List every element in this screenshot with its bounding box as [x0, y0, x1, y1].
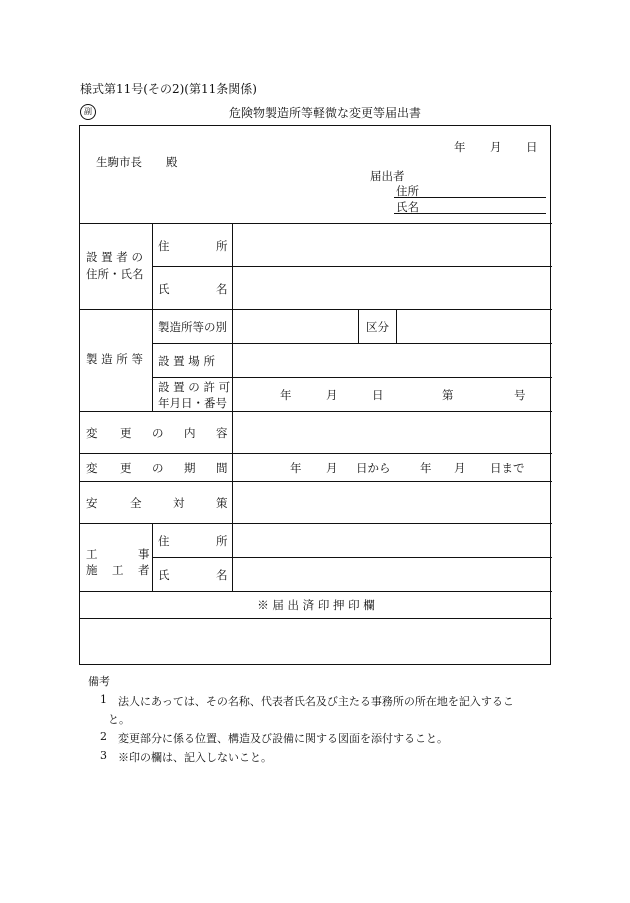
change-period-label: 間: [216, 461, 228, 475]
change-period-label: 更: [120, 461, 132, 475]
permit-label-line1: 設 置 の 許 可: [158, 380, 231, 394]
period-from-day: 日から: [356, 461, 391, 475]
notifier-name-label: 氏名: [396, 200, 419, 214]
change-content-label: の: [152, 426, 164, 440]
safety-label: 全: [130, 496, 142, 510]
column-divider: [232, 523, 233, 591]
remark-number: 1: [100, 693, 107, 706]
stamp-field[interactable]: [82, 620, 550, 664]
safety-label: 安: [86, 496, 98, 510]
column-divider: [152, 223, 153, 309]
permit-day: 日: [372, 388, 384, 402]
row-divider: [80, 481, 552, 482]
remark-text-continued: と。: [108, 713, 130, 726]
location-label: 設 置 場 所: [158, 354, 215, 368]
row-divider: [80, 411, 552, 412]
change-content-label: 更: [120, 426, 132, 440]
column-divider: [358, 309, 359, 343]
notifier-address-label: 住所: [396, 184, 419, 198]
installer-name-label: 氏: [158, 282, 170, 296]
row-divider: [152, 557, 552, 558]
location-field[interactable]: [234, 345, 550, 376]
facility-type-label: 製造所等の別: [158, 320, 227, 334]
change-content-label: 容: [216, 426, 228, 440]
permit-number-prefix: 第: [442, 388, 454, 402]
row-divider: [80, 523, 552, 524]
change-period-label: 変: [86, 461, 98, 475]
row-divider: [80, 309, 552, 310]
row-divider: [80, 618, 552, 619]
contractor-label: 者: [138, 563, 150, 577]
installer-address-field[interactable]: [234, 225, 550, 265]
permit-year: 年: [280, 388, 292, 402]
row-divider: [80, 591, 552, 592]
notification-form: [79, 125, 551, 665]
period-to-year: 年: [420, 461, 432, 475]
contractor-name-label: 名: [216, 568, 228, 582]
column-divider: [232, 223, 233, 309]
contractor-address-label: 所: [216, 534, 228, 548]
notifier-name-line[interactable]: [394, 213, 546, 214]
contractor-label: 工: [86, 547, 98, 561]
remark-number: 3: [100, 749, 107, 762]
document-title: 危険物製造所等軽微な変更等届出書: [228, 106, 421, 120]
row-divider: [152, 343, 552, 344]
date-year: 年: [454, 140, 466, 154]
contractor-address-field[interactable]: [234, 525, 550, 556]
period-to-month: 月: [454, 461, 466, 475]
safety-label: 対: [173, 496, 185, 510]
copy-stamp-icon: 副: [80, 104, 96, 120]
form-number: 様式第11号(その2)(第11条関係): [80, 82, 257, 96]
installer-label-line2: 住所・氏名: [86, 267, 144, 281]
column-divider: [396, 309, 397, 343]
installer-label-line1: 設 置 者 の: [86, 250, 143, 264]
installer-name-field[interactable]: [234, 268, 550, 308]
installer-name-label: 名: [216, 282, 228, 296]
date-day: 日: [526, 140, 538, 154]
safety-field[interactable]: [234, 483, 550, 522]
permit-month: 月: [326, 388, 338, 402]
date-month: 月: [490, 140, 502, 154]
change-content-label: 変: [86, 426, 98, 440]
row-divider: [152, 377, 552, 378]
contractor-name-label: 氏: [158, 568, 170, 582]
category-field[interactable]: [398, 311, 550, 342]
change-period-label: 期: [184, 461, 196, 475]
category-label: 区分: [366, 320, 389, 334]
remark-text: ※印の欄は、記入しないこと。: [118, 751, 272, 764]
contractor-label: 施: [86, 563, 98, 577]
period-from-year: 年: [290, 461, 302, 475]
period-from-month: 月: [326, 461, 338, 475]
contractor-label: 工: [112, 563, 124, 577]
installer-address-label: 所: [216, 239, 228, 253]
honorific: 殿: [166, 155, 178, 169]
facility-type-field[interactable]: [234, 311, 356, 342]
remark-number: 2: [100, 730, 107, 743]
permit-label-line2: 年月日・番号: [158, 396, 227, 410]
permit-number-suffix: 号: [514, 388, 526, 402]
change-period-label: の: [152, 461, 164, 475]
change-content-field[interactable]: [234, 413, 550, 452]
column-divider: [232, 309, 233, 411]
column-divider: [232, 411, 233, 523]
change-content-label: 内: [184, 426, 196, 440]
facility-label: 製 造 所 等: [86, 352, 143, 366]
contractor-label: 事: [138, 547, 150, 561]
installer-address-label: 住: [158, 239, 170, 253]
contractor-address-label: 住: [158, 534, 170, 548]
notifier-address-line[interactable]: [394, 197, 546, 198]
remarks-heading: 備考: [88, 675, 110, 688]
safety-label: 策: [216, 496, 228, 510]
period-to-day: 日まで: [490, 461, 525, 475]
remark-text: 法人にあっては、その名称、代表者氏名及び主たる事務所の所在地を記入するこ: [118, 695, 514, 708]
row-divider: [80, 223, 552, 224]
column-divider: [152, 309, 153, 411]
addressee: 生駒市長: [96, 155, 142, 169]
row-divider: [152, 266, 552, 267]
row-divider: [80, 453, 552, 454]
notifier-label: 届出者: [370, 169, 405, 183]
stamp-field-label: ※ 届 出 済 印 押 印 欄: [257, 598, 375, 612]
contractor-name-field[interactable]: [234, 559, 550, 590]
remark-text: 変更部分に係る位置、構造及び設備に関する図面を添付すること。: [118, 732, 448, 745]
column-divider: [152, 523, 153, 591]
